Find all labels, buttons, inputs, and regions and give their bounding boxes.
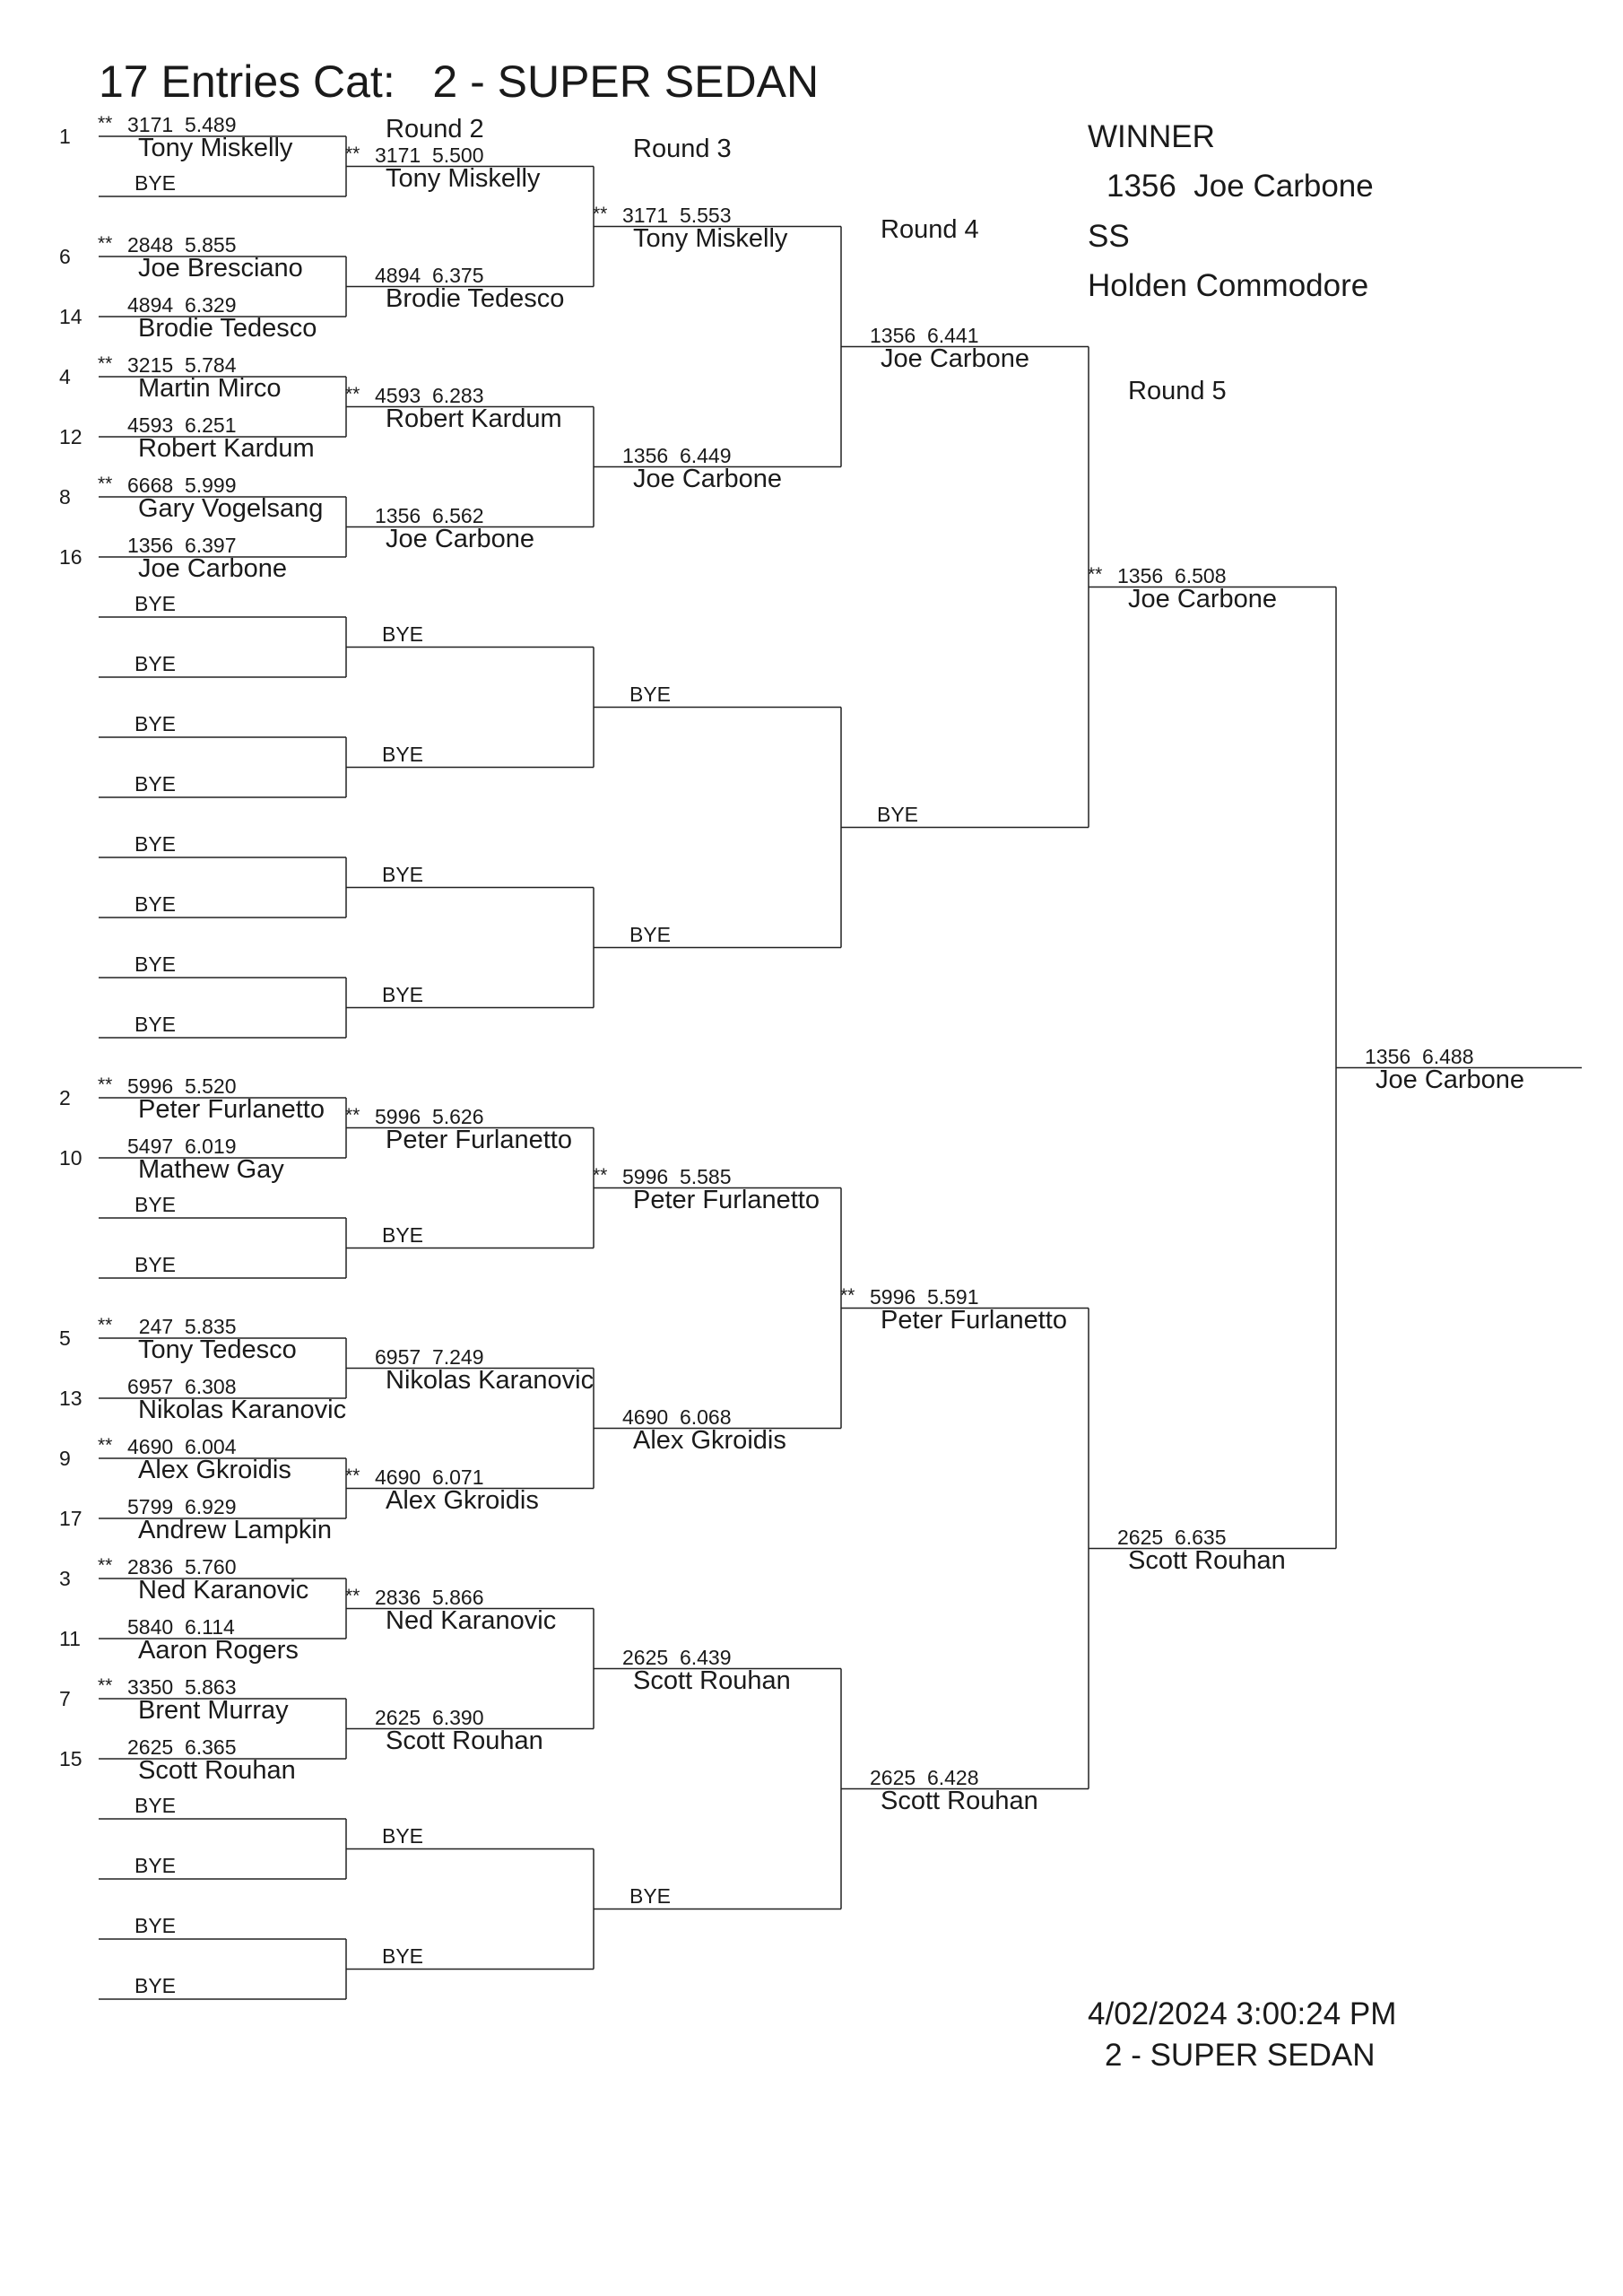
car-number-time: 4894 6.329 — [127, 293, 237, 317]
car-number-time: 2625 6.428 — [870, 1765, 979, 1789]
bye-label: BYE — [135, 892, 177, 916]
page-title: 17 Entries Cat: 2 - SUPER SEDAN — [99, 57, 820, 107]
seed-number: 6 — [59, 245, 71, 268]
car-number-time: 2836 5.866 — [375, 1585, 484, 1609]
driver-name: Tony Tedesco — [138, 1335, 297, 1364]
driver-name: Joe Carbone — [1376, 1065, 1525, 1094]
qualifier-marker: ** — [98, 1074, 113, 1095]
car-number-time: 2625 6.439 — [622, 1645, 732, 1669]
driver-name: Alex Gkroidis — [138, 1456, 291, 1484]
bye-label: BYE — [135, 772, 177, 796]
car-number-time: 4690 6.068 — [622, 1405, 732, 1429]
bye-label: BYE — [382, 622, 424, 646]
car-number-time: 2836 5.760 — [127, 1555, 237, 1578]
driver-name: Peter Furlanetto — [138, 1095, 325, 1124]
car-number-time: 3171 5.489 — [127, 113, 237, 136]
car-number-time: 1356 6.562 — [375, 503, 484, 527]
car-number-time: 5996 5.626 — [375, 1104, 484, 1128]
qualifier-marker: ** — [98, 1435, 113, 1456]
driver-name: Mathew Gay — [138, 1155, 284, 1184]
bye-label: BYE — [382, 982, 424, 1006]
bye-label: BYE — [382, 742, 424, 766]
car-number-time: 6668 5.999 — [127, 474, 237, 497]
car-number-time: 3171 5.500 — [375, 143, 484, 167]
bye-label: BYE — [382, 1823, 424, 1848]
car-number-time: 4593 6.283 — [375, 383, 484, 407]
seed-number: 11 — [59, 1627, 81, 1650]
bye-label: BYE — [877, 802, 919, 826]
driver-name: Robert Kardum — [386, 404, 562, 433]
driver-name: Peter Furlanetto — [881, 1305, 1067, 1335]
qualifier-marker: ** — [345, 1104, 360, 1126]
car-number-time: 3215 5.784 — [127, 353, 237, 377]
bye-label: BYE — [135, 952, 177, 976]
car-number-time: 4690 6.071 — [375, 1465, 484, 1489]
bye-label: BYE — [135, 1854, 177, 1877]
car-number-time: 5497 6.019 — [127, 1135, 237, 1158]
car-number-time: 5996 5.520 — [127, 1074, 237, 1098]
bye-label: BYE — [135, 652, 177, 675]
driver-name: Scott Rouhan — [881, 1786, 1038, 1815]
seed-number: 16 — [59, 545, 82, 569]
car-number-time: 2848 5.855 — [127, 233, 237, 257]
driver-name: Joe Bresciano — [138, 254, 303, 283]
footer-datetime: 4/02/2024 3:00:24 PM — [1088, 1996, 1397, 2031]
qualifier-marker: ** — [345, 1585, 360, 1606]
car-number-time: 5996 5.585 — [622, 1164, 732, 1188]
seed-number: 5 — [59, 1326, 71, 1350]
car-number-time: 3350 5.863 — [127, 1675, 237, 1699]
car-number-time: 4894 6.375 — [375, 263, 484, 287]
driver-name: Joe Carbone — [881, 344, 1030, 373]
bye-label: BYE — [382, 862, 424, 886]
driver-name: Andrew Lampkin — [138, 1516, 332, 1544]
round-4-header: Round 4 — [881, 215, 979, 244]
qualifier-marker: ** — [1088, 563, 1103, 585]
bye-label: BYE — [135, 832, 177, 856]
seed-number: 17 — [59, 1507, 82, 1530]
seed-number: 3 — [59, 1567, 71, 1590]
bye-label: BYE — [382, 1222, 424, 1247]
car-number-time: 5996 5.591 — [870, 1284, 979, 1309]
car-number-time: 4593 6.251 — [127, 413, 237, 437]
qualifier-marker: ** — [98, 1315, 113, 1335]
qualifier-marker: ** — [98, 1675, 113, 1696]
seed-number: 12 — [59, 425, 82, 448]
driver-name: Tony Miskelly — [138, 134, 293, 162]
driver-name: Gary Vogelsang — [138, 494, 324, 523]
seed-number: 8 — [59, 485, 71, 509]
qualifier-marker: ** — [345, 143, 360, 164]
bye-label: BYE — [135, 171, 177, 195]
driver-name: Scott Rouhan — [138, 1756, 296, 1785]
car-number-time: 1356 6.488 — [1365, 1044, 1474, 1068]
car-number-time: 247 5.835 — [127, 1315, 237, 1338]
bye-label: BYE — [629, 682, 672, 706]
car-number-time: 3171 5.553 — [622, 203, 732, 227]
bye-label: BYE — [135, 1914, 177, 1937]
driver-name: Scott Rouhan — [386, 1726, 543, 1755]
driver-name: Nikolas Karanovic — [386, 1365, 595, 1395]
car-number-time: 6957 7.249 — [375, 1344, 484, 1369]
car-number-time: 5840 6.114 — [127, 1615, 235, 1639]
driver-name: Alex Gkroidis — [386, 1485, 539, 1515]
driver-name: Peter Furlanetto — [386, 1125, 572, 1154]
car-number-time: 6957 6.308 — [127, 1375, 237, 1398]
car-number-time: 1356 6.508 — [1117, 563, 1227, 587]
car-number-time: 1356 6.449 — [622, 443, 732, 467]
driver-name: Brent Murray — [138, 1696, 289, 1725]
qualifier-marker: ** — [98, 1555, 113, 1576]
qualifier-marker: ** — [98, 474, 113, 494]
bye-label: BYE — [135, 1794, 177, 1817]
bye-label: BYE — [135, 592, 177, 615]
driver-name: Scott Rouhan — [1128, 1545, 1286, 1575]
driver-name: Joe Carbone — [633, 464, 783, 493]
bye-label: BYE — [135, 1013, 177, 1036]
round-2-header: Round 2 — [386, 115, 484, 144]
footer-category: 2 - SUPER SEDAN — [1105, 2038, 1376, 2073]
bye-label: BYE — [629, 1883, 672, 1908]
seed-number: 9 — [59, 1447, 71, 1470]
driver-name: Martin Mirco — [138, 374, 282, 403]
bye-label: BYE — [135, 1253, 177, 1276]
car-number-time: 1356 6.397 — [127, 534, 237, 557]
qualifier-marker: ** — [98, 113, 113, 134]
bye-label: BYE — [629, 922, 672, 946]
car-number-time: 4690 6.004 — [127, 1435, 237, 1458]
qualifier-marker: ** — [593, 203, 608, 224]
car-number-time: 2625 6.635 — [1117, 1525, 1227, 1549]
winner-car: Holden Commodore — [1088, 268, 1369, 303]
driver-name: Tony Miskelly — [386, 163, 541, 193]
car-number-time: 2625 6.365 — [127, 1735, 237, 1759]
car-number-time: 5799 6.929 — [127, 1495, 237, 1518]
seed-number: 4 — [59, 365, 71, 388]
seed-number: 10 — [59, 1146, 82, 1170]
driver-name: Brodie Tedesco — [386, 283, 565, 313]
winner-label: WINNER — [1088, 119, 1215, 154]
driver-name: Joe Carbone — [386, 524, 535, 553]
driver-name: Ned Karanovic — [138, 1576, 309, 1605]
seed-number: 15 — [59, 1747, 82, 1770]
driver-name: Scott Rouhan — [633, 1665, 791, 1695]
car-number-time: 2625 6.390 — [375, 1705, 484, 1729]
qualifier-marker: ** — [345, 1465, 360, 1486]
driver-name: Brodie Tedesco — [138, 314, 317, 343]
driver-name: Tony Miskelly — [633, 223, 788, 253]
qualifier-marker: ** — [593, 1164, 608, 1186]
bye-label: BYE — [135, 1974, 177, 1997]
driver-name: Ned Karanovic — [386, 1605, 557, 1635]
round-3-header: Round 3 — [633, 135, 732, 163]
winner-entry: 1356 Joe Carbone — [1107, 169, 1374, 204]
driver-name: Aaron Rogers — [138, 1636, 299, 1665]
driver-name: Joe Carbone — [1128, 584, 1278, 613]
driver-name: Robert Kardum — [138, 434, 315, 463]
qualifier-marker: ** — [98, 353, 113, 374]
bye-label: BYE — [135, 712, 177, 735]
seed-number: 7 — [59, 1687, 71, 1710]
driver-name: Peter Furlanetto — [633, 1185, 820, 1214]
qualifier-marker: ** — [98, 233, 113, 254]
car-number-time: 1356 6.441 — [870, 323, 979, 347]
seed-number: 1 — [59, 125, 71, 148]
winner-class: SS — [1088, 219, 1130, 254]
driver-name: Nikolas Karanovic — [138, 1396, 347, 1424]
seed-number: 13 — [59, 1387, 82, 1410]
bye-label: BYE — [382, 1944, 424, 1968]
seed-number: 14 — [59, 305, 82, 328]
qualifier-marker: ** — [345, 383, 360, 404]
driver-name: Joe Carbone — [138, 554, 288, 583]
qualifier-marker: ** — [840, 1284, 855, 1306]
seed-number: 2 — [59, 1086, 71, 1109]
driver-name: Alex Gkroidis — [633, 1425, 786, 1455]
round-5-header: Round 5 — [1128, 377, 1227, 405]
bye-label: BYE — [135, 1193, 177, 1216]
